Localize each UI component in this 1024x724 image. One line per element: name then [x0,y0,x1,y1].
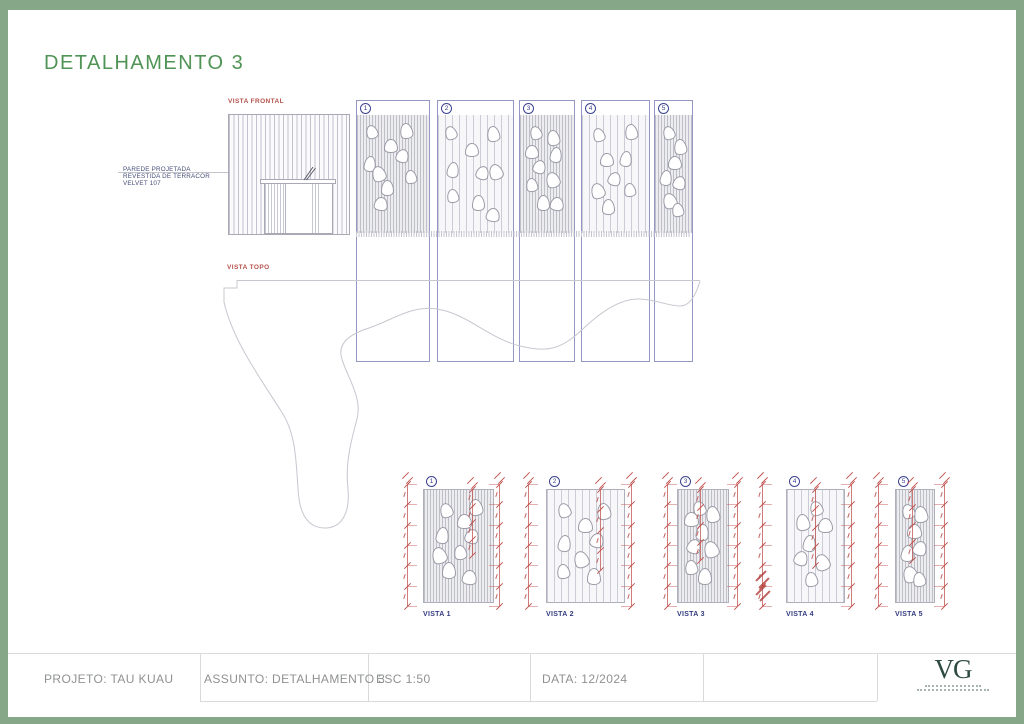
cabinet-seam [285,184,286,233]
dimension-extension [934,484,944,485]
dimension-extension [762,484,772,485]
dimension-extension [727,545,737,546]
dimension-extension [528,565,538,566]
dimension-extension [934,504,944,505]
dimension-extension [667,606,677,607]
dimension-extension [489,586,499,587]
dimension-extension [489,504,499,505]
stone-blob [600,153,614,167]
stone-blob [537,195,550,211]
cabinet [264,183,333,234]
stone-blob [602,199,615,215]
panel-number-circle: 2 [441,103,452,114]
footer-divider [200,653,201,701]
dimension-extension [621,565,631,566]
dimension-extension [621,545,631,546]
dimension-extension [841,504,851,505]
annotation-line-2: REVESTIDA DE TERRACOR [123,173,211,181]
dimension-extension [528,484,538,485]
footer-divider [703,653,704,701]
panel-number-circle: 4 [789,476,800,487]
dimension-extension [667,586,677,587]
hatch-fringe [356,231,691,237]
dimension-extension [407,606,417,607]
dimension-extension [841,606,851,607]
dimension-extension [528,545,538,546]
dimension-extension [878,606,888,607]
dimension-extension [762,606,772,607]
dimension-extension [667,545,677,546]
dimension-extension [878,484,888,485]
dimension-extension [762,545,772,546]
dimension-extension [489,565,499,566]
footer-scale: ESC 1:50 [376,672,431,686]
revision-cloud-mark [754,575,774,601]
detail-view-label: VISTA 2 [546,611,574,618]
dimension-extension [528,606,538,607]
dimension-extension [528,525,538,526]
dimension-extension [762,504,772,505]
detail-view-label: VISTA 5 [895,611,923,618]
panel-number-circle: 5 [658,103,669,114]
stone-blob [668,156,682,170]
footer-bottom-rule [200,701,877,702]
dimension-extension [621,586,631,587]
footer-divider [877,653,878,701]
dimension-extension [727,565,737,566]
dimension-extension [667,484,677,485]
footer-project: PROJETO: TAU KUAU [44,672,174,686]
detail-view-label: VISTA 3 [677,611,705,618]
stone-blob [381,180,394,196]
footer-top-rule [8,653,1016,654]
panel-number-circle: 4 [585,103,596,114]
footer-date: DATA: 12/2024 [542,672,628,686]
stone-blob [465,143,479,157]
dimension-extension [407,545,417,546]
dimension-extension [407,484,417,485]
revision-cloud-stroke [759,590,770,601]
cabinet-panel-stripes [312,184,321,233]
stone-blob [578,518,593,533]
annotation-line-3: VELVET 107 [123,180,161,188]
footer-divider [530,653,531,701]
dimension-extension [489,484,499,485]
dimension-extension [934,586,944,587]
dimension-extension [878,525,888,526]
stone-blob [442,562,456,579]
stone-blob [384,139,398,153]
stone-blob [457,514,472,529]
dimension-extension [841,484,851,485]
dimension-extension [621,484,631,485]
panel-number-circle: 2 [549,476,560,487]
page-title: DETALHAMENTO 3 [44,52,245,74]
dimension-extension [621,606,631,607]
dimension-extension [727,484,737,485]
panel-number-circle: 5 [898,476,909,487]
dimension-extension [407,586,417,587]
logo-tagline-line [925,685,981,687]
dimension-extension [727,606,737,607]
cabinet-panel-stripes [265,184,285,233]
detail-view-label: VISTA 1 [423,611,451,618]
dimension-extension [934,565,944,566]
wall-annotation [123,166,210,188]
logo-monogram: VG [934,654,972,684]
panel-number-circle: 1 [360,103,371,114]
dimension-extension [878,504,888,505]
panel-number-circle: 3 [523,103,534,114]
stone-blob [698,568,712,585]
dimension-extension [621,525,631,526]
vista-frontal-label: VISTA FRONTAL [228,98,284,105]
dimension-extension [934,606,944,607]
dimension-extension [489,545,499,546]
dimension-extension [762,565,772,566]
dimension-extension [489,606,499,607]
dimension-extension [621,504,631,505]
dimension-extension [407,525,417,526]
dimension-extension [841,525,851,526]
dimension-extension [727,586,737,587]
dimension-extension [528,586,538,587]
vista-topo-label: VISTA TOPO [227,264,270,271]
footer-subject: ASSUNTO: DETALHAMENTO 3 [204,672,386,686]
company-logo [903,655,1003,691]
annotation-line-1: PAREDE PROJETADA [123,166,191,173]
dimension-extension [841,565,851,566]
logo-tagline-line [917,689,989,691]
panel-number-circle: 3 [680,476,691,487]
dimension-extension [667,504,677,505]
dimension-extension [528,504,538,505]
dimension-extension [934,545,944,546]
dimension-extension [878,565,888,566]
dimension-extension [762,525,772,526]
detail-view-label: VISTA 4 [786,611,814,618]
dimension-extension [667,525,677,526]
dimension-extension [841,545,851,546]
stone-blob [818,518,833,533]
dimension-extension [407,504,417,505]
dimension-extension [489,525,499,526]
panel-number-circle: 1 [426,476,437,487]
dimension-extension [878,545,888,546]
stone-blob [472,195,485,211]
dimension-extension [727,525,737,526]
dimension-extension [667,565,677,566]
stone-blob [525,145,539,159]
dimension-extension [878,586,888,587]
dimension-extension [841,586,851,587]
dimension-extension [727,504,737,505]
dimension-extension [407,565,417,566]
dimension-extension [934,525,944,526]
